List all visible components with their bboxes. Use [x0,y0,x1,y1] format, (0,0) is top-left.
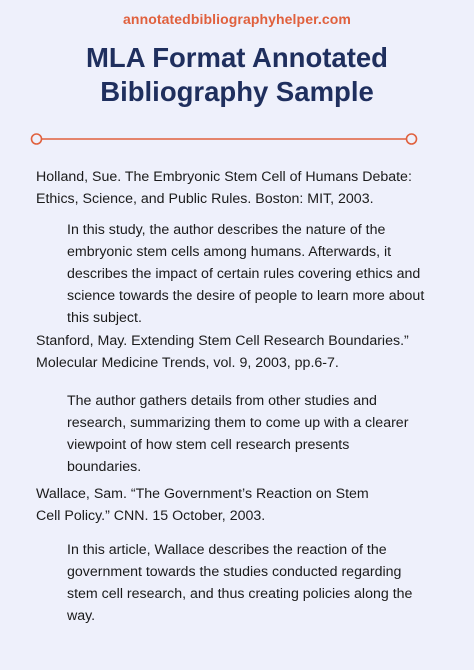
annotation-line: In this study, the author describes the nature of the [67,222,386,238]
citation [36,483,456,527]
citation-line: Cell Policy.” CNN. 15 October, 2003. [36,508,266,524]
page-title-line: MLA Format Annotated [86,42,388,73]
page-title [0,41,474,109]
annotation-line: embryonic stem cells among humans. Afterwards, it [67,244,392,260]
annotation-line: way. [67,608,96,624]
annotation [67,219,467,329]
title-divider [30,132,418,146]
annotation-line: viewpoint of how stem cell research presents [67,437,350,453]
citation [36,330,456,374]
annotation-line: science towards the desire of people to learn more about [67,288,425,304]
citation [36,166,456,210]
citation-line: Stanford, May. Extending Stem Cell Research Boundaries.” [36,333,409,349]
page-title-line: Bibliography Sample [100,76,374,107]
annotation [67,390,467,478]
citation-line: Ethics, Science, and Public Rules. Boston: MIT, 2003. [36,191,374,207]
citation-line: Wallace, Sam. “The Government’s Reaction on Stem [36,486,369,502]
divider-left-circle [32,134,42,144]
site-url: annotatedbibliographyhelper.com [123,11,351,27]
citation-line: Holland, Sue. The Embryonic Stem Cell of Humans Debate: [36,169,412,185]
annotation-line: government towards the studies conducted regarding [67,564,402,580]
annotation-line: In this article, Wallace describes the reaction of the [67,542,387,558]
annotation-line: describes the impact of certain rules covering ethics and [67,266,421,282]
annotation-line: boundaries. [67,459,142,475]
annotation-line: The author gathers details from other studies and [67,393,377,409]
divider-right-circle [407,134,417,144]
annotation-line: stem cell research, and thus creating policies along the [67,586,413,602]
annotation [67,539,467,627]
annotation-line: research, summarizing them to come up with a clearer [67,415,409,431]
annotation-line: this subject. [67,310,142,326]
citation-line: Molecular Medicine Trends, vol. 9, 2003, pp.6-7. [36,355,339,371]
